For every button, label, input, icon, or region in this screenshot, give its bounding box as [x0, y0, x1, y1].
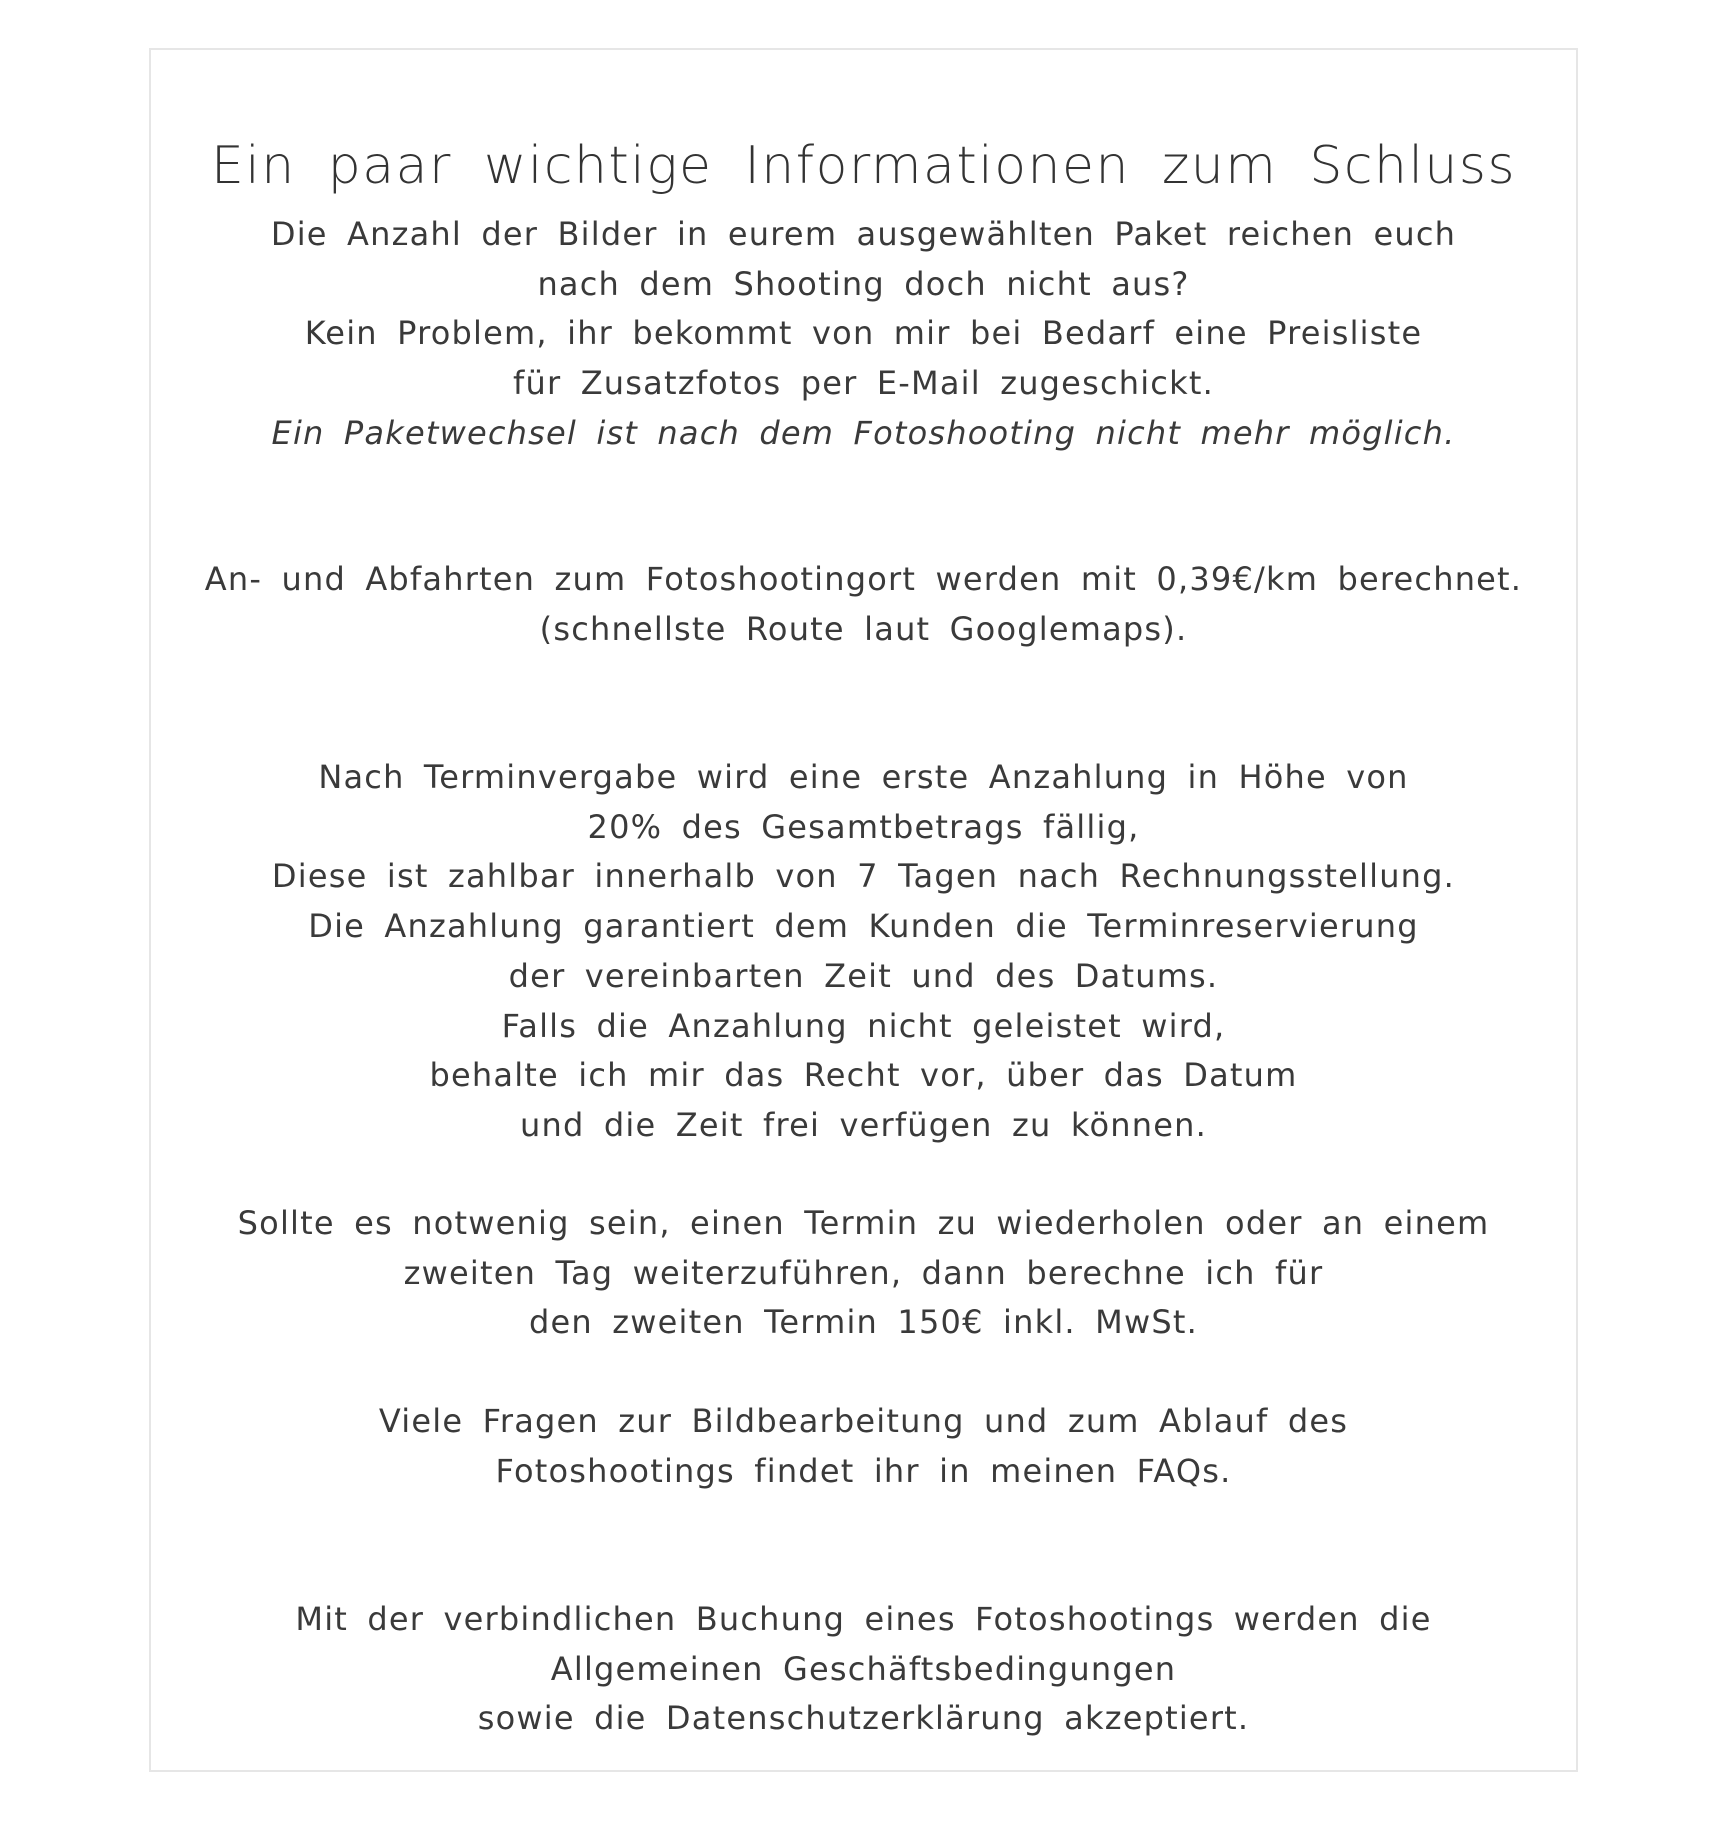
package-info-section	[151, 210, 1576, 459]
second-appointment-line: zweiten Tag weiterzuführen, dann berechne ich für	[403, 1253, 1324, 1292]
deposit-line: Falls die Anzahlung nicht geleistet wird,	[501, 1006, 1226, 1045]
faq-line: Viele Fragen zur Bildbearbeitung und zum Ablauf des	[378, 1402, 1349, 1440]
deposit-line: der vereinbarten Zeit und des Datums.	[508, 956, 1219, 995]
terms-line: Allgemeinen Geschäftsbedingungen	[550, 1649, 1177, 1688]
deposit-line: Nach Terminvergabe wird eine erste Anzahlung in Höhe von	[318, 758, 1409, 796]
travel-costs-section	[151, 555, 1576, 654]
package-info-line: für Zusatzfotos per E-Mail zugeschickt.	[513, 364, 1214, 403]
travel-costs-line: (schnellste Route laut Googlemaps).	[539, 609, 1188, 648]
page-title: Ein paar wichtige Informationen zum Schluss	[210, 136, 1517, 196]
travel-costs-line: An- und Abfahrten zum Fotoshootingort werden mit 0,39€/km berechnet.	[204, 560, 1523, 598]
terms-line: sowie die Datenschutzerklärung akzeptiert.	[477, 1699, 1250, 1738]
package-info-line: Die Anzahl der Bilder in eurem ausgewählten Paket reichen euch	[270, 215, 1457, 253]
deposit-section	[151, 753, 1576, 1151]
deposit-line: 20% des Gesamtbetrags fällig,	[587, 807, 1140, 846]
deposit-line: behalte ich mir das Recht vor, über das Datum	[429, 1056, 1298, 1095]
terms-line: Mit der verbindlichen Buchung eines Fotoshootings werden die	[295, 1600, 1432, 1638]
deposit-line: und die Zeit frei verfügen zu können.	[520, 1105, 1207, 1144]
deposit-line: Diese ist zahlbar innerhalb von 7 Tagen nach Rechnungsstellung.	[271, 857, 1456, 896]
package-change-note: Ein Paketwechsel ist nach dem Fotoshooting nicht mehr möglich.	[271, 413, 1456, 452]
deposit-line: Die Anzahlung garantiert dem Kunden die Terminreservierung	[308, 907, 1419, 946]
package-info-line: Kein Problem, ihr bekommt von mir bei Bedarf eine Preisliste	[304, 314, 1423, 353]
second-appointment-section	[151, 1199, 1576, 1348]
package-info-line: nach dem Shooting doch nicht aus?	[537, 264, 1190, 303]
second-appointment-line: Sollte es notwenig sein, einen Termin zu wiederholen oder an einem	[237, 1204, 1490, 1242]
faq-section	[151, 1397, 1576, 1496]
info-card	[149, 48, 1578, 1772]
second-appointment-line: den zweiten Termin 150€ inkl. MwSt.	[529, 1303, 1198, 1342]
terms-section	[151, 1595, 1576, 1744]
faq-line: Fotoshootings findet ihr in meinen FAQs.	[495, 1451, 1232, 1490]
